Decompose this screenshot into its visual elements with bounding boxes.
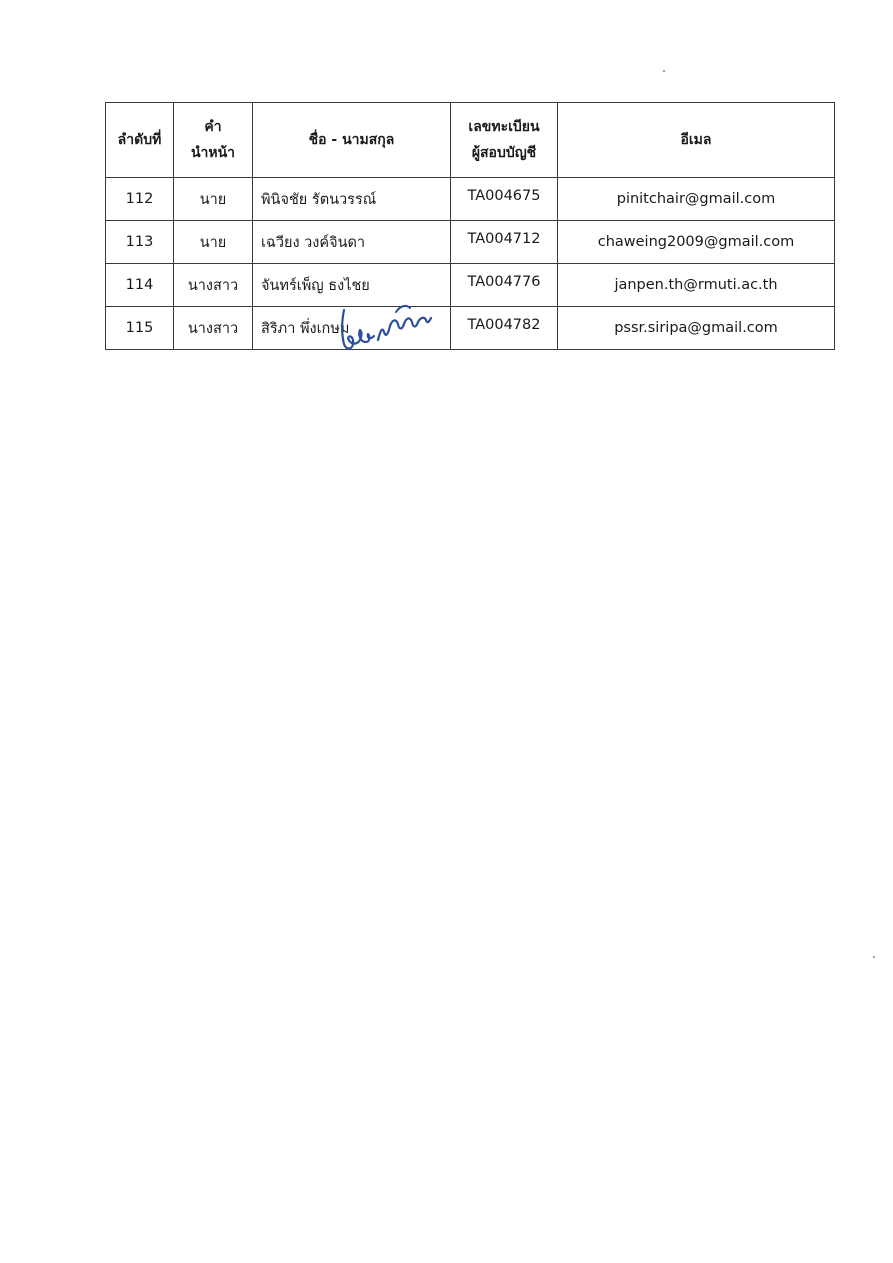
cell-sequence: 115 — [106, 307, 174, 350]
cell-registration-number: TA004712 — [451, 221, 558, 264]
signature-stroke-1 — [342, 310, 374, 349]
handwritten-signature — [336, 300, 434, 358]
cell-registration-number: TA004675 — [451, 178, 558, 221]
cell-email: chaweing2009@gmail.com — [558, 221, 835, 264]
table-row — [106, 178, 835, 221]
table-row — [106, 307, 835, 350]
table-row — [106, 264, 835, 307]
cell-prefix: นางสาว — [174, 264, 253, 307]
table-row — [106, 221, 835, 264]
cell-prefix: นาย — [174, 178, 253, 221]
cell-full-name: สิริภา พึ่งเกษม — [253, 307, 451, 350]
table-header-row — [106, 103, 835, 178]
scan-speck — [663, 70, 665, 72]
scan-speck — [873, 956, 875, 958]
header-sequence: ลำดับที่ — [106, 103, 174, 178]
cell-sequence: 112 — [106, 178, 174, 221]
cell-prefix: นางสาว — [174, 307, 253, 350]
auditor-registry-table — [105, 102, 835, 350]
cell-registration-number: TA004776 — [451, 264, 558, 307]
cell-email: pssr.siripa@gmail.com — [558, 307, 835, 350]
header-full-name: ชื่อ - นามสกุล — [253, 103, 451, 178]
header-prefix: คำ นำหน้า — [174, 103, 253, 178]
cell-full-name: พินิจชัย รัตนวรรณ์ — [253, 178, 451, 221]
registry-table-container — [105, 102, 834, 350]
signature-stroke-3 — [396, 306, 410, 312]
cell-prefix: นาย — [174, 221, 253, 264]
header-email: อีเมล — [558, 103, 835, 178]
header-registration-number: เลขทะเบียน ผู้สอบบัญชี — [451, 103, 558, 178]
cell-sequence: 113 — [106, 221, 174, 264]
cell-sequence: 114 — [106, 264, 174, 307]
cell-registration-number: TA004782 — [451, 307, 558, 350]
signature-stroke-2 — [378, 318, 431, 340]
cell-email: janpen.th@rmuti.ac.th — [558, 264, 835, 307]
cell-full-name: เฉวียง วงค์จินดา — [253, 221, 451, 264]
cell-email: pinitchair@gmail.com — [558, 178, 835, 221]
cell-full-name: จันทร์เพ็ญ ธงไชย — [253, 264, 451, 307]
